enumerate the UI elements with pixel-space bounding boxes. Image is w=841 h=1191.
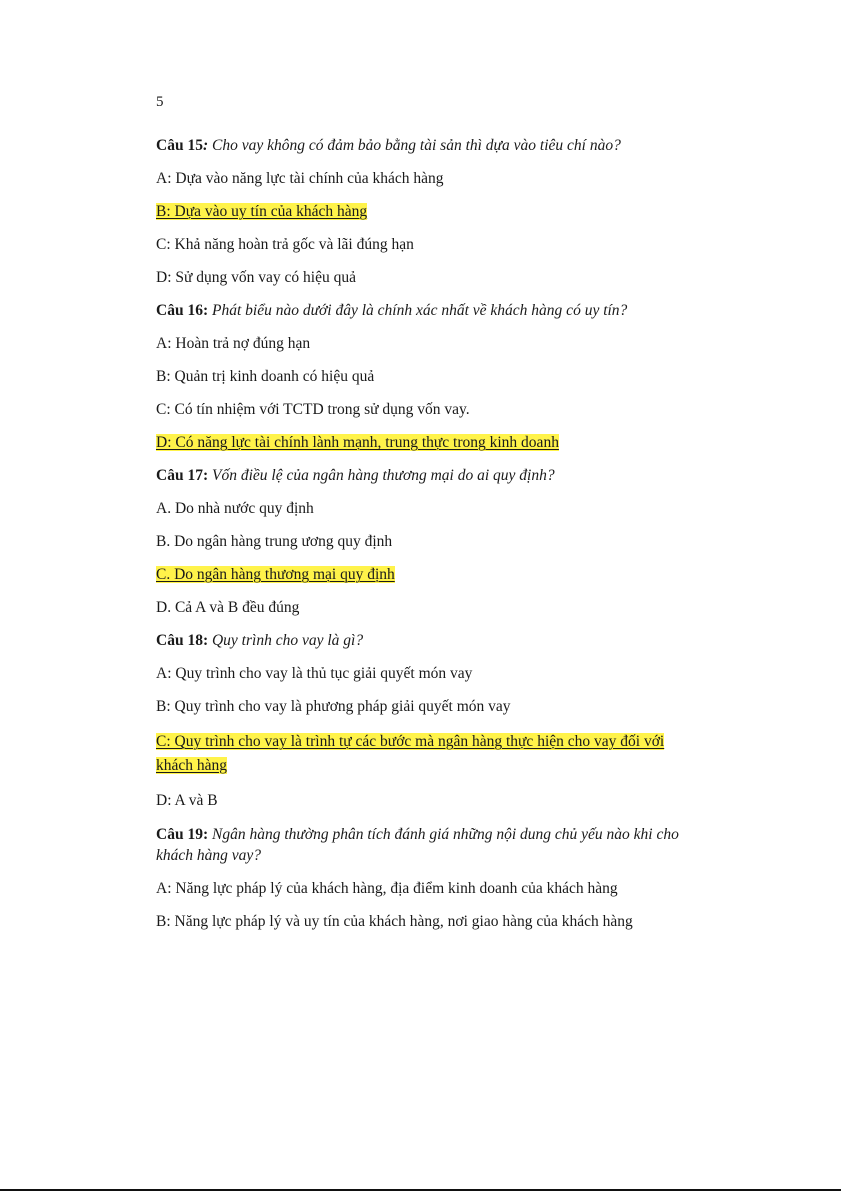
option-17-b: B. Do ngân hàng trung ương quy định <box>156 533 393 550</box>
question-list <box>156 136 696 932</box>
question-label: Câu 18: <box>156 632 209 649</box>
highlighted-answer: C: Quy trình cho vay là trình tự các bước mà ngân hàng thực hiện cho vay đối với khách hàng <box>156 733 665 774</box>
option-17-a: A. Do nhà nước quy định <box>156 500 314 517</box>
option-19-b: B: Năng lực pháp lý và uy tín của khách hàng, nơi giao hàng của khách hàng <box>156 913 633 930</box>
option-17-c <box>156 565 696 585</box>
page-number: 5 <box>156 94 164 110</box>
question-17 <box>156 466 696 486</box>
question-text: Quy trình cho vay là gì? <box>208 632 364 649</box>
question-text: Ngân hàng thường phân tích đánh giá những nội dung chủ yếu nào khi cho khách hàng vay? <box>156 826 679 864</box>
option-16-b: B: Quản trị kinh doanh có hiệu quả <box>156 368 375 385</box>
highlighted-answer: C. Do ngân hàng thương mại quy định <box>156 566 395 583</box>
option-15-c: C: Khả năng hoàn trả gốc và lãi đúng hạn <box>156 236 414 253</box>
highlighted-answer: D: Có năng lực tài chính lành mạnh, trung thực trong kinh doanh <box>156 434 559 451</box>
question-label: Câu 19: <box>156 826 209 843</box>
option-16-a: A: Hoàn trả nợ đúng hạn <box>156 335 311 352</box>
question-label: Câu 16: <box>156 302 209 319</box>
option-18-d: D: A và B <box>156 792 218 809</box>
question-text: Phát biểu nào dưới đây là chính xác nhất về khách hàng có uy tín? <box>208 302 628 319</box>
option-15-b <box>156 202 696 222</box>
option-17-d: D. Cả A và B đều đúng <box>156 599 300 616</box>
option-19-a: A: Năng lực pháp lý của khách hàng, địa điểm kinh doanh của khách hàng <box>156 880 618 897</box>
question-label: Câu 15 <box>156 137 203 154</box>
question-label: Câu 17: <box>156 467 209 484</box>
option-15-d: D: Sử dụng vốn vay có hiệu quả <box>156 269 356 286</box>
option-15-a: A: Dựa vào năng lực tài chính của khách hàng <box>156 170 444 187</box>
question-19 <box>156 824 696 866</box>
question-text: Vốn điều lệ của ngân hàng thương mại do ai quy định? <box>208 467 555 484</box>
question-label-sep: : <box>202 137 209 154</box>
option-16-d <box>156 433 696 453</box>
highlighted-answer: B: Dựa vào uy tín của khách hàng <box>156 203 368 220</box>
question-text: Cho vay không có đảm bảo bằng tài sản thì dựa vào tiêu chí nào? <box>208 137 621 154</box>
question-18 <box>156 631 696 651</box>
option-18-b: B: Quy trình cho vay là phương pháp giải quyết món vay <box>156 698 511 715</box>
question-15 <box>156 136 696 156</box>
question-16 <box>156 301 696 321</box>
option-18-a: A: Quy trình cho vay là thủ tục giải quyết món vay <box>156 665 473 682</box>
option-16-c: C: Có tín nhiệm với TCTD trong sử dụng vốn vay. <box>156 401 470 418</box>
option-18-c <box>156 730 696 778</box>
